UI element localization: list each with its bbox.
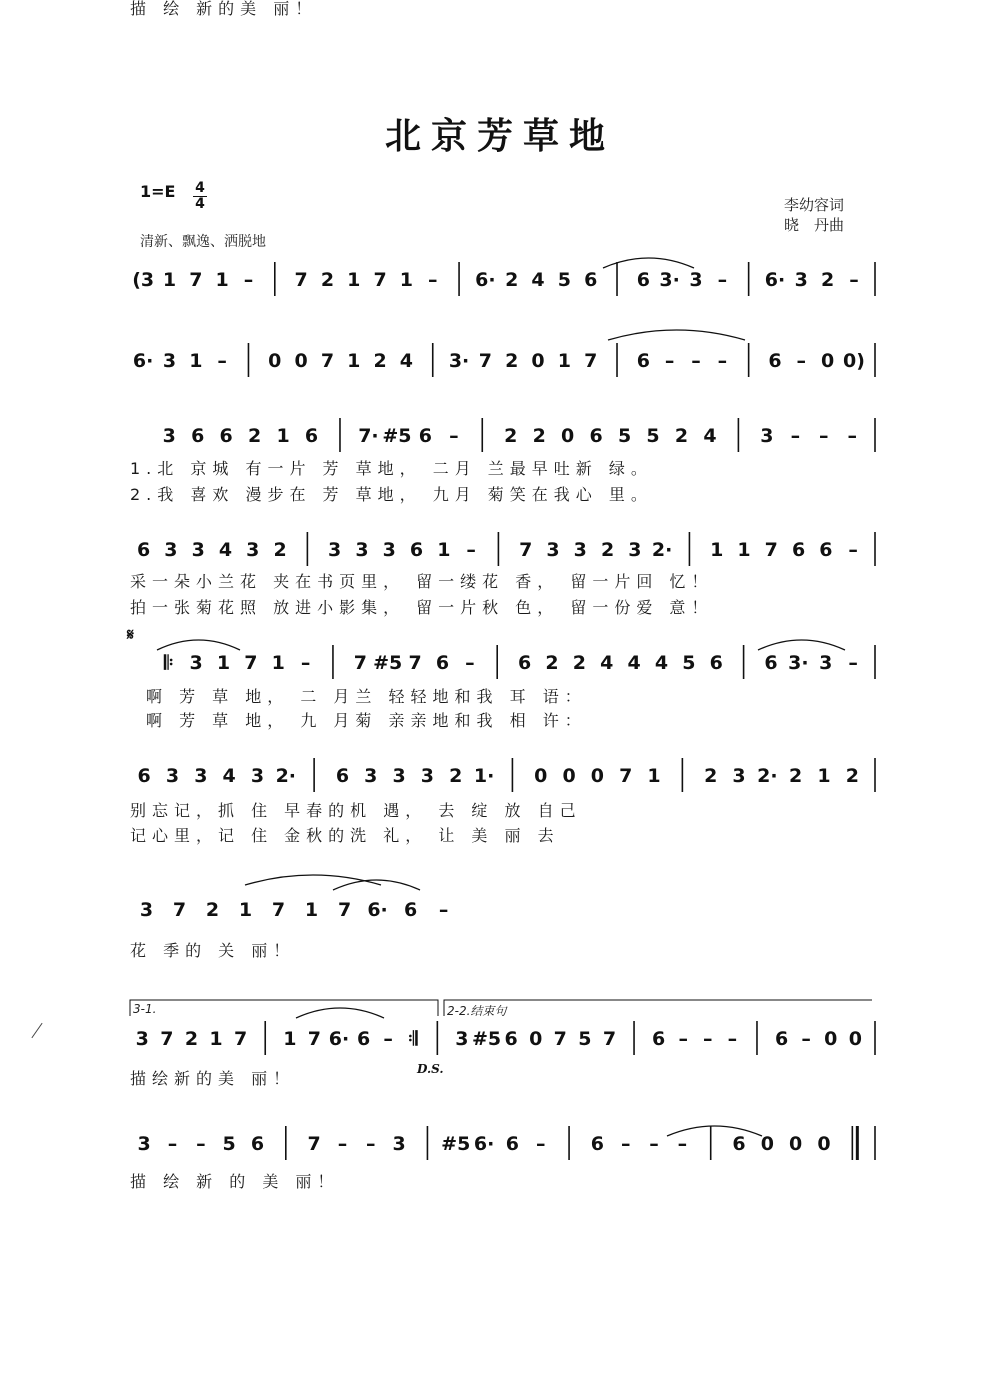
note: 1 <box>647 765 661 787</box>
lyric-line: 描 绘 新的美 丽！ <box>130 0 318 18</box>
slur <box>608 330 745 340</box>
note: 6 <box>732 1133 746 1155</box>
note: 7 <box>602 1028 617 1050</box>
note: 1 <box>238 899 253 921</box>
note: 1 <box>276 425 290 447</box>
note: 1 <box>271 652 285 674</box>
note: 7 <box>271 899 286 921</box>
note: 4 <box>399 350 414 372</box>
note: 2 <box>532 425 546 447</box>
note: 6· <box>367 899 388 921</box>
note: 2 <box>505 269 519 291</box>
note: 1 <box>189 350 203 372</box>
note: 6· <box>475 269 496 291</box>
lyric-line: 采一朵小兰花 夹在书页里， 留一缕花 香， 留一片回 忆！ <box>130 572 714 591</box>
note: 3 <box>191 539 205 561</box>
slur <box>157 640 240 650</box>
note: 7 <box>294 269 308 291</box>
note: 5 <box>222 1133 236 1155</box>
note: – <box>300 652 311 674</box>
note: 6· <box>132 350 154 372</box>
note: – <box>848 539 858 561</box>
note: 0 <box>789 1133 803 1155</box>
note: 4 <box>218 539 233 561</box>
note: 2 <box>373 350 387 372</box>
note: 7 <box>307 1133 321 1155</box>
note: 2· <box>275 765 297 787</box>
note: 7 <box>519 539 533 561</box>
note: 6 <box>137 539 151 561</box>
note: #5 <box>441 1133 471 1155</box>
note: 2 <box>572 652 586 674</box>
volta-1-bracket <box>130 1000 438 1016</box>
note: 7 <box>337 899 352 921</box>
note: 6 <box>335 765 350 787</box>
note: – <box>620 1133 631 1155</box>
slur <box>245 875 381 885</box>
note: – <box>819 425 829 447</box>
note: 6 <box>304 425 319 447</box>
note: 0 <box>531 350 545 372</box>
lyric-line: 啊 芳 草 地， 二 月兰 轻轻地和我 耳 语： <box>146 687 587 706</box>
note: 7 <box>160 1028 174 1050</box>
note: 3 <box>546 539 560 561</box>
composer-credit: 晓 丹曲 <box>784 216 845 234</box>
note: 6 <box>409 539 424 561</box>
note: 2 <box>600 539 615 561</box>
note: 7 <box>353 652 367 674</box>
note: 1 <box>209 1028 223 1050</box>
note: 0 <box>562 765 576 787</box>
note: 6 <box>636 269 650 291</box>
note: 2 <box>704 765 718 787</box>
note: 3 <box>364 765 378 787</box>
note: 4 <box>627 652 641 674</box>
note: 2 <box>789 765 803 787</box>
note: 1 <box>817 765 831 787</box>
note: – <box>790 425 801 447</box>
note: #5 <box>471 1028 502 1050</box>
note: 3 <box>194 765 208 787</box>
note: 0 <box>820 350 835 372</box>
note: 2 <box>320 269 335 291</box>
note: (3 <box>132 269 155 291</box>
note: 3 <box>392 765 406 787</box>
note: – <box>465 652 475 674</box>
lyric-line: 花 季的 关 丽！ <box>130 941 296 960</box>
note: – <box>427 269 438 291</box>
note: 6 <box>819 539 833 561</box>
dal-segno-mark: D.S. <box>417 1062 444 1076</box>
note: 3 <box>162 350 177 372</box>
note: 3 <box>137 1133 151 1155</box>
note: 3 <box>420 765 435 787</box>
note: 2 <box>205 899 220 921</box>
note: 6 <box>505 1133 520 1155</box>
note: 0 <box>268 350 282 372</box>
note: – <box>383 1028 393 1050</box>
note: 3 <box>689 269 703 291</box>
note: 0 <box>817 1133 831 1155</box>
note: 6 <box>356 1028 371 1050</box>
note: 1 <box>283 1028 297 1050</box>
note: 6· <box>764 269 786 291</box>
note: 1 <box>216 652 231 674</box>
note: 2 <box>820 269 835 291</box>
note: 5 <box>578 1028 592 1050</box>
note: 7 <box>172 899 187 921</box>
note: 3 <box>162 425 176 447</box>
note: 6 <box>589 425 603 447</box>
note: 7 <box>320 350 335 372</box>
slur <box>667 1126 762 1136</box>
note: 6 <box>584 269 598 291</box>
note: – <box>847 425 857 447</box>
note: 0 <box>590 765 605 787</box>
note: 3 <box>455 1028 469 1050</box>
note: 6 <box>709 652 723 674</box>
note: 6 <box>137 765 151 787</box>
note: 6 <box>636 350 650 372</box>
note: 4 <box>600 652 614 674</box>
note: 3 <box>164 539 178 561</box>
note: 2 <box>674 425 689 447</box>
note: 0 <box>534 765 548 787</box>
note: 4 <box>222 765 236 787</box>
note: 7 <box>553 1028 567 1050</box>
note: 0 <box>824 1028 838 1050</box>
note: 0 <box>848 1028 862 1050</box>
note: 3 <box>760 425 774 447</box>
note: 6 <box>418 425 432 447</box>
note: – <box>466 539 476 561</box>
note: – <box>727 1028 738 1050</box>
note: 3· <box>448 350 470 372</box>
volta-2-label: 2-2.结束句 <box>447 1004 507 1018</box>
note: 1· <box>473 765 495 787</box>
note: 2 <box>845 765 859 787</box>
note: 7 <box>764 539 778 561</box>
note: 7 <box>307 1028 322 1050</box>
slur <box>758 640 845 650</box>
note: 7 <box>244 652 258 674</box>
note: 3 <box>189 652 203 674</box>
note: 7 <box>373 269 387 291</box>
note: 5 <box>617 425 632 447</box>
note: – <box>849 269 859 291</box>
note: 3 <box>246 539 260 561</box>
note: 1 <box>710 539 724 561</box>
note: 3· <box>788 652 809 674</box>
note: – <box>717 350 728 372</box>
note: – <box>243 269 254 291</box>
segno-sign: 𝄋 <box>127 625 134 644</box>
note: 7 <box>189 269 203 291</box>
note: 6 <box>774 1028 789 1050</box>
note: – <box>649 1133 659 1155</box>
note: 3 <box>732 765 746 787</box>
volta-2-bracket <box>444 1000 872 1016</box>
note: 3 <box>392 1133 406 1155</box>
note: 2 <box>545 652 559 674</box>
note: – <box>337 1133 348 1155</box>
note: 6 <box>791 539 806 561</box>
note: 3 <box>819 652 833 674</box>
slur <box>296 1008 384 1018</box>
note: 3 <box>628 539 642 561</box>
note: – <box>664 350 675 372</box>
lyricist-credit: 李幼容词 <box>784 196 845 214</box>
expression-marking: 清新、飘逸、洒脱地 <box>140 234 266 250</box>
note: 0 <box>294 350 308 372</box>
note: – <box>703 1028 713 1050</box>
note: – <box>167 1133 178 1155</box>
meter-bottom: 4 <box>193 196 207 212</box>
note: – <box>848 652 858 674</box>
note: 6 <box>652 1028 666 1050</box>
note: 6 <box>191 425 205 447</box>
note: – <box>196 1133 206 1155</box>
lyric-line: 别忘记，抓 住 早春的机 遇， 去 绽 放 自己 <box>130 801 582 820</box>
note: 1 <box>347 269 361 291</box>
note: 2 <box>273 539 287 561</box>
note: 4 <box>703 425 717 447</box>
note: 6 <box>250 1133 265 1155</box>
note: 6 <box>768 350 782 372</box>
note: – <box>691 350 701 372</box>
note: 1 <box>737 539 751 561</box>
slur <box>333 880 420 890</box>
note: 3 <box>355 539 369 561</box>
note: 6 <box>590 1133 605 1155</box>
note: 0 <box>561 425 575 447</box>
note: – <box>366 1133 376 1155</box>
note: 0 <box>760 1133 774 1155</box>
note: 2 <box>505 350 519 372</box>
note: 5 <box>646 425 660 447</box>
note: – <box>678 1028 688 1050</box>
note: 7 <box>478 350 492 372</box>
note: 1 <box>557 350 571 372</box>
note: #5 <box>382 425 412 447</box>
note: 7 <box>234 1028 248 1050</box>
note: 3 <box>139 899 154 921</box>
note: 2 <box>247 425 262 447</box>
lyric-line: 记心里，记 住 金秋的洗 礼， 让 美 丽 去 <box>130 826 560 845</box>
note: – <box>217 350 227 372</box>
lyric-line: 1.北 京城 有一片 芳 草地， 二月 兰最早吐新 绿。 <box>130 459 653 478</box>
note: 7 <box>584 350 598 372</box>
song-title: 北京芳草地 <box>384 115 615 157</box>
note: 2· <box>757 765 778 787</box>
note: 5 <box>682 652 696 674</box>
lyric-line: 描 绘 新 的 美 丽！ <box>130 1172 340 1191</box>
lyric-line: 啊 芳 草 地， 九 月菊 亲亲地和我 相 许： <box>146 711 587 730</box>
note: #5 <box>373 652 403 674</box>
note: 3· <box>659 269 680 291</box>
lyric-line: 拍一张菊花照 放进小影集， 留一片秋 色， 留一份爱 意！ <box>130 598 714 617</box>
note: – <box>535 1133 546 1155</box>
note: 1 <box>162 269 177 291</box>
note: 1 <box>347 350 361 372</box>
note: 4 <box>531 269 545 291</box>
note: 3 <box>165 765 180 787</box>
note: 6 <box>517 652 532 674</box>
note: 𝄆 <box>164 652 174 674</box>
note: 6 <box>403 899 418 921</box>
note: – <box>677 1133 688 1155</box>
note: 6 <box>504 1028 518 1050</box>
note: 7 <box>619 765 633 787</box>
note: 3 <box>135 1028 149 1050</box>
note: – <box>796 350 807 372</box>
note: 1 <box>437 539 451 561</box>
note: – <box>438 899 449 921</box>
note: 7 <box>408 652 422 674</box>
note: 4 <box>654 652 669 674</box>
note: 3 <box>573 539 587 561</box>
note: 0) <box>842 350 865 372</box>
note: 3 <box>382 539 396 561</box>
note: 2 <box>449 765 463 787</box>
note: 3 <box>794 269 808 291</box>
note: 6· <box>473 1133 495 1155</box>
note: 3 <box>250 765 265 787</box>
note: 1 <box>399 269 414 291</box>
meter-top: 4 <box>195 180 205 196</box>
note: 7· <box>358 425 379 447</box>
note: – <box>801 1028 811 1050</box>
note: 2 <box>504 425 518 447</box>
note: 6 <box>219 425 233 447</box>
note: 3 <box>328 539 342 561</box>
lyric-line: 2.我 喜欢 漫步在 芳 草地， 九月 菊笑在我心 里。 <box>130 485 653 504</box>
note: 1 <box>304 899 319 921</box>
note: 6 <box>435 652 450 674</box>
note: 2 <box>184 1028 199 1050</box>
volta-1-label: 3-1. <box>133 1002 157 1016</box>
note: 6 <box>764 652 778 674</box>
note: 2· <box>651 539 673 561</box>
note: – <box>717 269 728 291</box>
note: 0 <box>529 1028 543 1050</box>
note: 𝄇 <box>408 1028 418 1050</box>
lyric-line: 描绘新的美 丽！ <box>130 1069 296 1088</box>
note: – <box>449 425 459 447</box>
note: 6· <box>328 1028 350 1050</box>
note: 5 <box>557 269 571 291</box>
key-signature: 1=E <box>140 182 176 201</box>
note: 1 <box>215 269 229 291</box>
